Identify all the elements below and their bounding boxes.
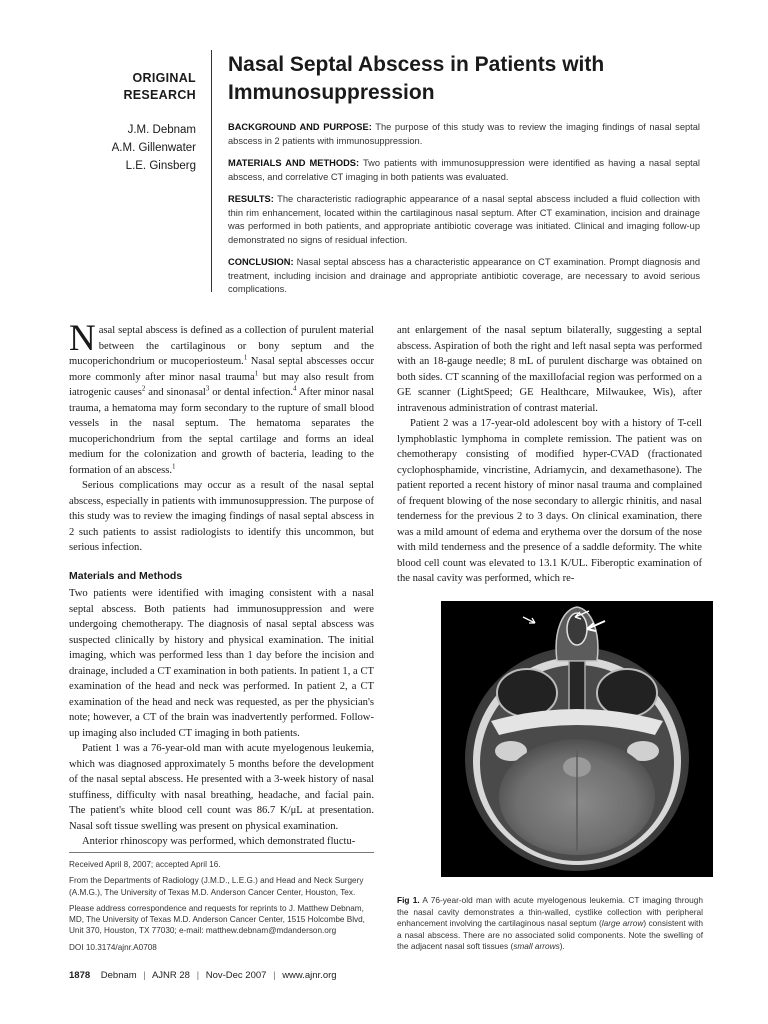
body-text: or dental infection. <box>209 387 294 398</box>
methods-paragraph: ant enlargement of the nasal septum bilaterally, suggesting a septal abscess. Aspiration of both the right and left nasal septa was performed with an 18-gauge needle; 8 mL of purulent discharge was obtained on both sides. CT scanning of the maxillofacial region was performed on a GE scanner (LightSpeed; GE Healthcare, Milwaukee, Wis), after intravenous administration of contrast material. <box>397 325 702 414</box>
intro-paragraph: Serious complications may occur as a result of the nasal septal abscess, especially in patients with immunosuppression. The purpose of this study was to review the imaging findings of nasal septal abscess in 2 such patients to assist radiologists to identify this uncommon, but serious infection. <box>69 480 374 553</box>
body-text: asal septal abscess is defined as a collection of purulent material between the cartilaginous or bony septum and the mucoperichondrium or mucoperiosteum. <box>69 325 374 367</box>
author-name: L.E. Ginsberg <box>125 160 196 172</box>
abstract-text: The purpose of this study was to review the imaging findings of nasal septal abscess in 2 patients with immunosuppression. <box>228 122 700 146</box>
body-column-left <box>69 318 374 850</box>
body-column-right <box>397 323 702 587</box>
citation: 4 <box>293 384 297 393</box>
caption-emphasis: large arrow <box>601 918 644 928</box>
correspondence-note: Please address correspondence and requests for reprints to J. Matthew Debnam, MD, The University of Texas M.D. Anderson Cancer Center, 1515 Holcombe Blvd, Unit 370, Houston, TX 77030; e-mail: matthew.debnam@mdanderson.org <box>69 903 365 936</box>
footer-journal: AJNR 28 <box>151 970 190 981</box>
abstract-text: Two patients with immunosuppression were identified as having a nasal septal abscess, and correlative CT imaging in both patients was evaluated. <box>228 158 700 182</box>
footer-separator: | <box>143 970 146 981</box>
caption-text: A 76-year-old man with acute myelogenous leukemia. CT imaging through the nasal cavity demonstrates a thin-walled, cystlike collection with peripheral enhancement involving the cartilaginous nasal septum ( <box>397 895 703 928</box>
footer-separator: | <box>196 970 200 981</box>
citation: 2 <box>141 384 146 393</box>
footer-author: Debnam <box>100 970 137 981</box>
section-label-line1: ORIGINAL <box>132 71 196 85</box>
section-label-line2: RESEARCH <box>123 88 196 102</box>
citation: 1 <box>243 353 248 362</box>
article-title: Nasal Septal Abscess in Patients with Immunosuppression <box>228 53 605 104</box>
ct-scan-graphic <box>441 601 713 877</box>
methods-paragraph: Patient 1 was a 76-year-old man with acute myelogenous leukemia, which was diagnosed approximately 5 months before the development of the nasal septal abscess. He presented with a 3-week history of nasal stuffiness, difficulty with nasal breathing, headache, and facial pain. The patient's white blood cell count was 86.7 K/μL at presentation. Nasal soft tissue swelling was present on physical examination. <box>69 743 374 832</box>
citation: 3 <box>205 384 210 393</box>
body-text: After minor nasal trauma, a hematoma may form secondary to the rupture of small blood vessels in the nasal septum. The hematoma separates the mucoperichondrium from the septal cartilage and forms an ideal medium for the colonization and growth of bacteria, leading to the formation of an abscess. <box>69 387 374 476</box>
caption-emphasis: small arrows <box>513 941 560 951</box>
page-footer <box>69 970 337 981</box>
intro-paragraph <box>69 318 374 478</box>
section-label <box>100 70 196 104</box>
received-note: Received April 8, 2007; accepted April 16. <box>69 860 221 869</box>
affiliation-note: From the Departments of Radiology (J.M.D., L.E.G.) and Head and Neck Surgery (A.M.G.), The University of Texas M.D. Anderson Cancer Center, Houston, Tex. <box>69 876 364 897</box>
figure-caption <box>397 895 703 953</box>
abstract-background <box>228 121 700 148</box>
caption-text: ). <box>559 941 565 951</box>
citation: 1 <box>171 461 176 470</box>
abstract <box>228 121 700 306</box>
figure-label: Fig 1. <box>397 895 420 905</box>
abstract-methods <box>228 157 700 184</box>
methods-paragraph: Two patients were identified with imaging consistent with a nasal septal abscess. Both patients had immunosuppression and were undergoing chemotherapy. The diagnosis of nasal septal abscess was suspected clinically by history and physical examination. The initial imaging, which was performed less than 1 day before the incision and drainage, included a CT examination in both patients. In patient 1, a CT examination of the head and neck was performed. In patient 2, a CT examination of the head and neck was requested, as per the physician's note; however, a CT of the brain was inadvertently performed. Follow-up imaging also included CT imaging in both patients. <box>69 588 374 739</box>
section-heading: Materials and Methods <box>69 569 183 582</box>
abstract-heading: BACKGROUND AND PURPOSE: <box>228 122 372 132</box>
abstract-text: The characteristic radiographic appearance of a nasal septal abscess included a fluid collection with thin rim enhancement, located within the cartilaginous nasal septum. After CT examination, incision and drainage was performed in both patients, and appropriate antibiotic coverage was initiated. Clinical and imaging follow-up demonstrated no signs of residual infection. <box>228 194 700 245</box>
page-number: 1878 <box>69 970 91 981</box>
footer-date: Nov-Dec 2007 <box>205 970 267 981</box>
methods-paragraph: Patient 2 was a 17-year-old adolescent boy with a history of T-cell lymphoblastic lymphoma in complete remission. The patient was on chemotherapy consisting of modified hyper-CVAD (fractionated cyclophosphamide, vincristine, Adriamycin, and dexamethasone). The patient reported a recent history of minor nasal trauma and complained of frequent blowing of the nose secondary to allergic rhinitis, and nasal tenderness for the previous 2 to 3 days. On clinical examination, there was a mild amount of edema and erythema over the dorsum of the nose with mild tenderness and the presence of a saddle deformity. The white blood cell count was elevated to 13.1 K/UL. Fiberoptic examination of the nasal cavity was performed, which re- <box>397 418 702 584</box>
methods-paragraph: Anterior rhinoscopy was performed, which demonstrated fluctu- <box>82 836 356 847</box>
footer-url[interactable]: www.ajnr.org <box>282 970 337 981</box>
notes-divider <box>69 852 374 853</box>
abstract-text: Nasal septal abscess has a characteristic appearance on CT examination. Prompt diagnosis and treatment, including incision and drainage and appropriate antibiotic coverage, are necessary to avoid serious complications. <box>228 257 700 294</box>
drop-cap: N <box>69 318 96 359</box>
abstract-heading: MATERIALS AND METHODS: <box>228 158 360 168</box>
abstract-heading: CONCLUSION: <box>228 257 294 267</box>
footnotes <box>69 859 379 958</box>
author-name: J.M. Debnam <box>127 124 196 136</box>
doi-note: DOI 10.3174/ajnr.A0708 <box>69 942 157 952</box>
ct-scan-image <box>441 601 713 877</box>
author-name: A.M. Gillenwater <box>111 142 196 154</box>
body-text: and sinonasal <box>145 387 206 398</box>
author-list <box>70 121 196 175</box>
abstract-heading: RESULTS: <box>228 194 274 204</box>
footer-separator: | <box>273 970 276 981</box>
caption-text: ) consistent with a nasal abscess. There are no associated solid components. Note the swelling of the adjacent nasal soft tissues ( <box>397 918 703 951</box>
body-text: Nasal septal abscesses occur more commonly after minor nasal trauma <box>69 356 374 383</box>
citation: 1 <box>254 368 259 377</box>
abstract-conclusion <box>228 256 700 297</box>
abstract-results <box>228 193 700 247</box>
header-divider <box>211 50 212 292</box>
body-text: but may also result from iatrogenic causes <box>69 371 374 398</box>
